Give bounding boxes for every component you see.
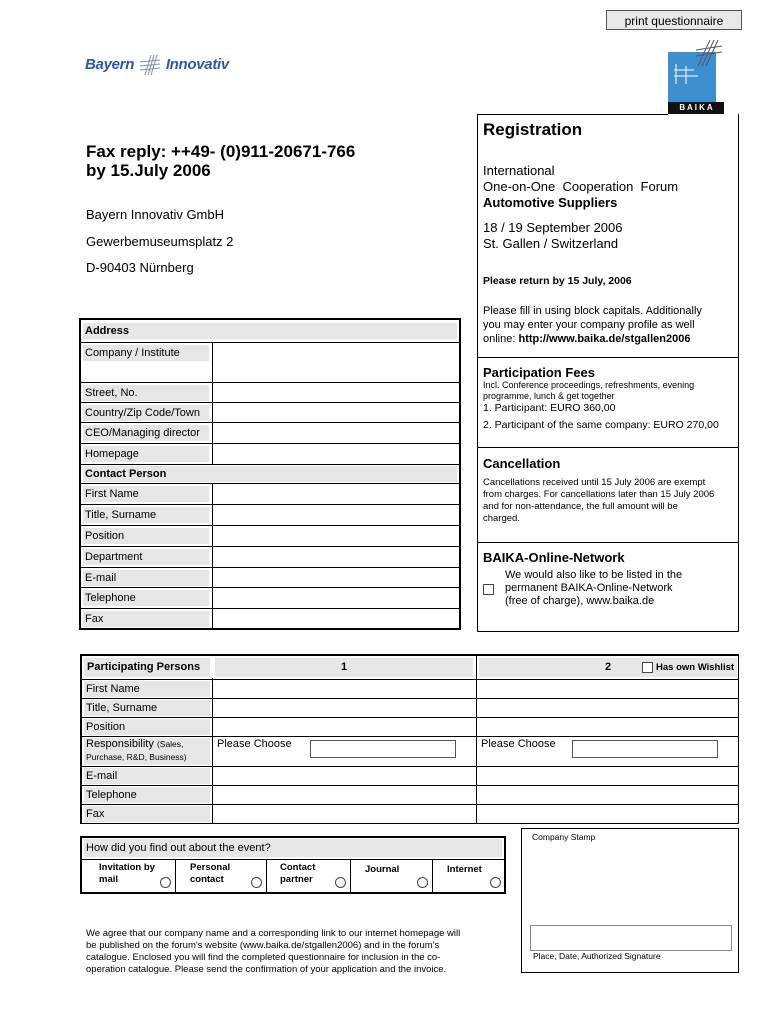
print-questionnaire-button[interactable]: print questionnaire <box>606 10 742 30</box>
fill-note-3: online: <box>483 333 519 345</box>
country-input[interactable] <box>213 403 459 422</box>
contact-surname-input[interactable] <box>213 505 459 525</box>
option-invitation-radio[interactable] <box>160 877 171 888</box>
agreement-line-3: catalogue. Enclosed you will find the completed questionnaire for inclusion in the co- <box>86 952 441 963</box>
contact-position-input[interactable] <box>213 526 459 546</box>
address-header: Address <box>83 323 457 339</box>
agreement-text <box>86 928 506 976</box>
label-contact-surname: Title, Surname <box>83 507 209 523</box>
label-company: Company / Institute <box>83 345 209 361</box>
label-person-position: Position <box>84 719 210 735</box>
street-input[interactable] <box>213 383 459 402</box>
option-invitation-label-2: mail <box>99 874 119 885</box>
fee-participant-2: 2. Participant of the same company: EURO 270,00 <box>483 419 719 431</box>
option-internet-label: Internet <box>447 864 482 875</box>
agreement-line-4: operation catalogue. Please send the confirmation of your application and the invoice. <box>86 964 447 975</box>
person1-telephone-input[interactable] <box>213 786 476 804</box>
cancellation-text-3: and for non-attendance, the full amount will be <box>483 501 678 512</box>
sender-street: Gewerbemuseumsplatz 2 <box>86 234 234 249</box>
option-journal-radio[interactable] <box>417 877 428 888</box>
label-contact-telephone: Telephone <box>83 590 209 606</box>
contact-fax-input[interactable] <box>213 609 459 628</box>
network-listing-checkbox[interactable] <box>483 584 494 595</box>
person2-position-input[interactable] <box>477 718 739 736</box>
label-responsibility <box>84 738 210 765</box>
participating-persons-header: Participating Persons <box>84 658 210 677</box>
label-person-first-name: First Name <box>84 681 210 697</box>
option-personal-label-1: Personal <box>190 862 231 873</box>
person2-responsibility-select[interactable] <box>572 740 718 758</box>
label-person-telephone: Telephone <box>84 787 210 803</box>
company-stamp-label: Company Stamp <box>532 832 596 842</box>
person-2-number: 2 <box>605 661 612 673</box>
forum-line3: Automotive Suppliers <box>483 195 618 210</box>
bayern-innovativ-logo <box>85 54 229 76</box>
fax-reply <box>86 142 355 180</box>
forum-line1: International <box>483 163 555 178</box>
company-input[interactable] <box>213 343 459 382</box>
person-1-header: 1 <box>215 658 473 677</box>
label-ceo: CEO/Managing director <box>83 425 209 441</box>
logo-text-right: Innovativ <box>165 55 229 73</box>
option-partner-label-1: Contact <box>280 862 316 873</box>
label-country: Country/Zip Code/Town <box>83 405 209 421</box>
person2-fax-input[interactable] <box>477 805 739 824</box>
network-text-1: We would also like to be listed in the <box>505 569 683 581</box>
logo-mark-icon <box>139 54 161 76</box>
fees-title: Participation Fees <box>483 365 595 380</box>
fill-note-2: you may enter your company profile as well <box>483 319 695 331</box>
fee-participant-1: 1. Participant: EURO 360,00 <box>483 402 616 414</box>
how-found-question: How did you find out about the event? <box>84 839 502 857</box>
how-found-box <box>80 836 506 894</box>
person1-email-input[interactable] <box>213 767 476 785</box>
forum-date: 18 / 19 September 2006 <box>483 220 623 235</box>
person2-surname-input[interactable] <box>477 699 739 717</box>
address-table <box>79 318 461 630</box>
baika-logo-text: B A I K A <box>679 103 713 112</box>
registration-title: Registration <box>483 120 583 139</box>
option-journal-label: Journal <box>365 864 400 875</box>
responsibility-label: Responsibility <box>86 738 154 750</box>
fees-incl1: Incl. Conference proceedings, refreshments, evening <box>483 380 695 390</box>
forum-line2: One-on-One Cooperation Forum <box>483 179 679 194</box>
wishlist-label: Has own Wishlist <box>656 662 735 673</box>
agreement-line-2: be published on the forum's website (www.baika.de/stgallen2006) and in the forum's <box>86 940 440 951</box>
person2-telephone-input[interactable] <box>477 786 739 804</box>
fill-note-1: Please fill in using block capitals. Additionally <box>483 305 702 317</box>
person2-responsibility-label: Please Choose <box>481 738 556 750</box>
person1-fax-input[interactable] <box>213 805 476 824</box>
sender-city: D-90403 Nürnberg <box>86 260 194 275</box>
cancellation-text-1: Cancellations received until 15 July 2006 are exempt <box>483 477 706 488</box>
contact-department-input[interactable] <box>213 547 459 567</box>
option-partner-label-2: partner <box>280 874 313 885</box>
signature-label: Place, Date, Authorized Signature <box>533 951 661 961</box>
option-personal-label-2: contact <box>190 874 224 885</box>
ceo-input[interactable] <box>213 423 459 443</box>
fax-deadline: by 15.July 2006 <box>86 161 211 180</box>
network-text-3: (free of charge), www.baika.de <box>505 595 655 607</box>
network-text-2: permanent BAIKA-Online-Network <box>505 582 673 594</box>
person-2-header <box>479 658 737 677</box>
company-stamp-box <box>521 828 739 973</box>
label-contact-position: Position <box>83 528 209 544</box>
contact-email-input[interactable] <box>213 568 459 587</box>
person2-first-name-input[interactable] <box>477 680 739 698</box>
label-contact-fax: Fax <box>83 611 209 627</box>
contact-telephone-input[interactable] <box>213 588 459 608</box>
homepage-input[interactable] <box>213 444 459 464</box>
person2-email-input[interactable] <box>477 767 739 785</box>
label-person-email: E-mail <box>84 768 210 784</box>
return-deadline: Please return by 15 July, 2006 <box>483 275 632 287</box>
logo-text-left: Bayern <box>85 55 135 73</box>
cancellation-text-2: from charges. For cancellations later than 15 July 2006 <box>483 489 715 500</box>
label-contact-email: E-mail <box>83 570 209 586</box>
responsibility-hint-2: Purchase, R&D, Business) <box>86 752 187 762</box>
person1-responsibility-label: Please Choose <box>217 738 292 750</box>
option-internet-radio[interactable] <box>490 877 501 888</box>
label-contact-first-name: First Name <box>83 486 209 502</box>
fees-incl2: programme, lunch & get together <box>483 391 615 401</box>
person1-responsibility-select[interactable] <box>310 740 456 758</box>
option-invitation-label-1: Invitation by <box>99 862 155 873</box>
participating-persons-table <box>80 654 739 824</box>
sender-company: Bayern Innovativ GmbH <box>86 207 225 222</box>
contact-first-name-input[interactable] <box>213 484 459 504</box>
person1-first-name-input[interactable] <box>213 680 476 698</box>
label-homepage: Homepage <box>83 446 209 462</box>
label-person-surname: Title, Surname <box>84 700 210 716</box>
signature-field[interactable] <box>530 925 732 951</box>
responsibility-hint-1: (Sales, <box>156 739 184 749</box>
label-contact-department: Department <box>83 549 209 565</box>
label-person-fax: Fax <box>84 806 210 822</box>
contact-person-header: Contact Person <box>83 466 457 482</box>
network-title: BAIKA-Online-Network <box>483 550 625 565</box>
forum-place: St. Gallen / Switzerland <box>483 236 619 251</box>
registration-panel <box>477 114 739 632</box>
registration-url[interactable]: http://www.baika.de/stgallen2006 <box>518 333 691 345</box>
person1-surname-input[interactable] <box>213 699 476 717</box>
agreement-line-1: We agree that our company name and a corresponding link to our internet homepage will <box>86 928 461 939</box>
wishlist-checkbox[interactable] <box>642 662 653 673</box>
cancellation-text-4: charged. <box>483 513 520 524</box>
baika-logo <box>668 40 724 114</box>
cancellation-title: Cancellation <box>483 456 561 471</box>
person1-position-input[interactable] <box>213 718 476 736</box>
fax-number: Fax reply: ++49- (0)911-20671-766 <box>86 142 356 161</box>
option-partner-radio[interactable] <box>335 877 346 888</box>
label-street: Street, No. <box>83 385 209 401</box>
option-personal-radio[interactable] <box>251 877 262 888</box>
